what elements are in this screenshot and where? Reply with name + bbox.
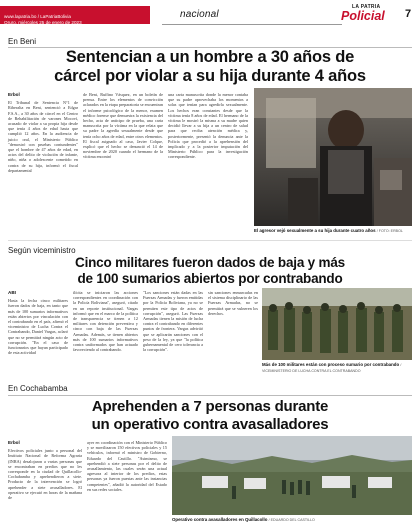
story2-photo-image	[262, 288, 412, 360]
header-red-band	[0, 6, 150, 24]
story1-column-1	[8, 92, 78, 175]
story2-text-2: ilícita se iniciaron las acciones correspondientes en coordinación con la Policía Boliviana", aseguró, citado en un reporte institucional. Vargas informó que en el marco de la política de transparencia se tienen a 12 militares con detención preventiva y cinco con baja de las Fuerzas Armadas. Además, se tienen abiertos más de 100 sumarios informativos contra uniformados que han actuado favoreciendo al contrabando.	[73, 290, 138, 353]
story2-column-2	[73, 290, 138, 354]
story3-photo-credit: / EDUARDO DEL CASTILLO	[268, 518, 315, 522]
story2-caption-text: Más de 100 militares están con proceso sumario por contrabando	[262, 362, 400, 367]
story1-photo-credit: / FOTO: ERBOL	[376, 229, 403, 233]
story3-headline-line1: Aprehenden a 7 personas durante	[91, 398, 329, 415]
story2-headline-line2: de 100 sumarios abiertos por contrabando	[77, 271, 343, 286]
story3-rule	[8, 395, 412, 396]
story1-headline-line2: cárcel por violar a su hija durante 4 años	[54, 67, 366, 85]
story2-column-3	[143, 290, 203, 354]
story2-photo-credit: / VICEMINISTERIO DE LUCHA CONTRA EL CONTRABANDO	[262, 363, 402, 374]
story2-headline-line1: Cinco militares fueron dados de baja y más	[75, 255, 345, 270]
story1-headline	[8, 48, 412, 86]
story1-caption	[254, 228, 412, 234]
page-number: 7	[404, 8, 412, 20]
story3-text-2: ayer en coordinación con el Ministerio Público y se movilizaron 150 efectivos policiales y 15 vehículos, informó el ministro de Gobierno, Eduardo del Castillo. "Asimismo, se aprehendió a siete personas por el delito de avasallamiento, las cuales serán una actual agresora al interior de los predios, estas personas ya fueron puestas ante las instancias competentes", añadió la autoridad del Estado en sus redes sociales.	[87, 440, 167, 492]
story2-text-3: "Los sanciones están dadas en las Fuerzas Armadas y fueron emitidas por la Policía Boliviana, ya no se permiten este tipo de actos de corrupción", aseguró. Las Fuerzas Armadas tienen la misión de lucha contra el contrabando en diferentes puntos de frontera. Vargas advirtió que se aplicarán sanciones con el peso de la ley, ya que "la política gubernamental de cero tolerancia a la corrupción".	[143, 290, 203, 353]
site-url[interactable]: www.lapatria.bo / LaPatriaBolivia	[4, 14, 71, 19]
story3-headline-line2: un operativo contra avasalladores	[91, 416, 329, 433]
story3-column-2	[87, 440, 167, 494]
story2-text-1: Hasta la fecha cinco militares fueron dados de baja, en tanto que más de 100 sumarios informativos están abiertos por vinculación con el contrabando en el país, afirmó el viceministro de Lucha Contra el Contrabando, Daniel Vargas, aclaró que no se permitirá ningún acto de corrupción. "En el caso de funcionarios que hayan participado de esta actividad	[8, 298, 68, 356]
story1-text-1: El Tribunal de Sentencia N°1 de Riberalta en Beni, sentenció a Edgar F.S.A., a 30 años de cárcel en el Centro de Rehabilitación de varones Mocoví, acusado de violar a su propia hija desde que tenía 4 años de edad hasta que cumplió 12 años. En la audiencia de juicio oral, el Ministerio Público "demostró con pruebas contundentes" que el hombre de 47 años de edad, en actos del delito de violación de infante, niño, niña o adolescente cometido en contra de su hija, informó el fiscal departamental	[8, 100, 78, 173]
section-name: nacional	[180, 9, 219, 20]
story2-byline: ABI	[8, 290, 16, 295]
story3-text-1: Efectivos policiales junto a personal del Instituto Nacional de Reforma Agraria (INRA) desalojaron a varias personas que se encontraban en predios que no les corresponde en la ciudad de Quillacollo-Cochabamba y aprehendieron a siete. Producto de la intervención se logró aprehender a siete avasalladores. El operativo se ejecutó en horas de la mañana de	[8, 448, 82, 501]
story1-column-2	[83, 92, 163, 162]
story1-photo-image	[254, 88, 412, 226]
story2-kicker: Según viceministro	[8, 246, 76, 255]
story1-kicker: En Beni	[8, 37, 37, 46]
story1-caption-text: El agresor vejó sexualmente a su hija durante cuatro años	[254, 228, 376, 233]
story1-photo	[254, 88, 412, 226]
story1-headline-line1: Sentencian a un hombre a 30 años de	[65, 48, 355, 66]
edition-date: Oruro, miércoles 25 de enero de 2023	[4, 19, 82, 25]
section-divider	[162, 24, 342, 25]
header-meta	[4, 14, 82, 25]
story2-text-4: sin sanciones enmarcadas en el sistema disciplinario de las Fuerzas Armadas, no se permitirá que se vulneren los derechos.	[208, 290, 258, 316]
story2-photo	[262, 288, 412, 360]
story3-photo-image	[172, 436, 412, 515]
story1-text-2: de Beni, Ruffino Vásquez, en un boletín de prensa. Entre los elementos de convicción aclarados en la etapa preparatoria se encuentran el informe psicológico de la menor, examen médico forense que demuestra la existencia del hecho, acta de anticipo de prueba, una carta manuscrita por la víctima en la que relata que su padre la agredía sexualmente desde que tenía ocho años de edad, entre otros elementos. El fiscal asignado al caso, Javier Colque, explicó que el hecho se denunció el 14 de noviembre de 2020 cuando el hermano de la víctima encontró	[83, 92, 163, 160]
brand-masthead: LA PATRIA	[352, 4, 381, 10]
story3-byline: Erbol	[8, 440, 20, 445]
story1-byline: Erbol	[8, 92, 20, 97]
story3-photo	[172, 436, 412, 515]
story2-column-4	[208, 290, 258, 318]
story3-column-1	[8, 440, 82, 502]
story2-top-rule	[8, 240, 412, 241]
story3-kicker: En Cochabamba	[8, 384, 68, 393]
brand-section-logo: Policial	[341, 9, 385, 23]
story1-text-3: una carta manuscrita donde la menor contaba que su padre aprovechaba los momentos a solas que tenían para agredirla sexualmente. Los hechos eran constantes desde que la víctima tenía 8 años de edad. El hermano de la víctima le mostró la misma a su madre quien decidió llevar a su hija a un centro de salud para que reciba atención médica y, posteriormente, presentó la denuncia ante la Policía que procedió a la aprehensión del implicado y a la posterior imputación del Ministerio Público para la investigación correspondiente.	[168, 92, 248, 160]
story2-caption	[262, 362, 412, 375]
page-header	[0, 0, 420, 30]
story3-caption-text: Operativo contra avasalladores en Quillacollo	[172, 517, 268, 522]
story3-headline	[8, 398, 412, 434]
story2-headline	[8, 255, 412, 287]
story3-caption	[172, 517, 412, 523]
story1-column-3	[168, 92, 248, 162]
story2-column-1	[8, 290, 68, 357]
